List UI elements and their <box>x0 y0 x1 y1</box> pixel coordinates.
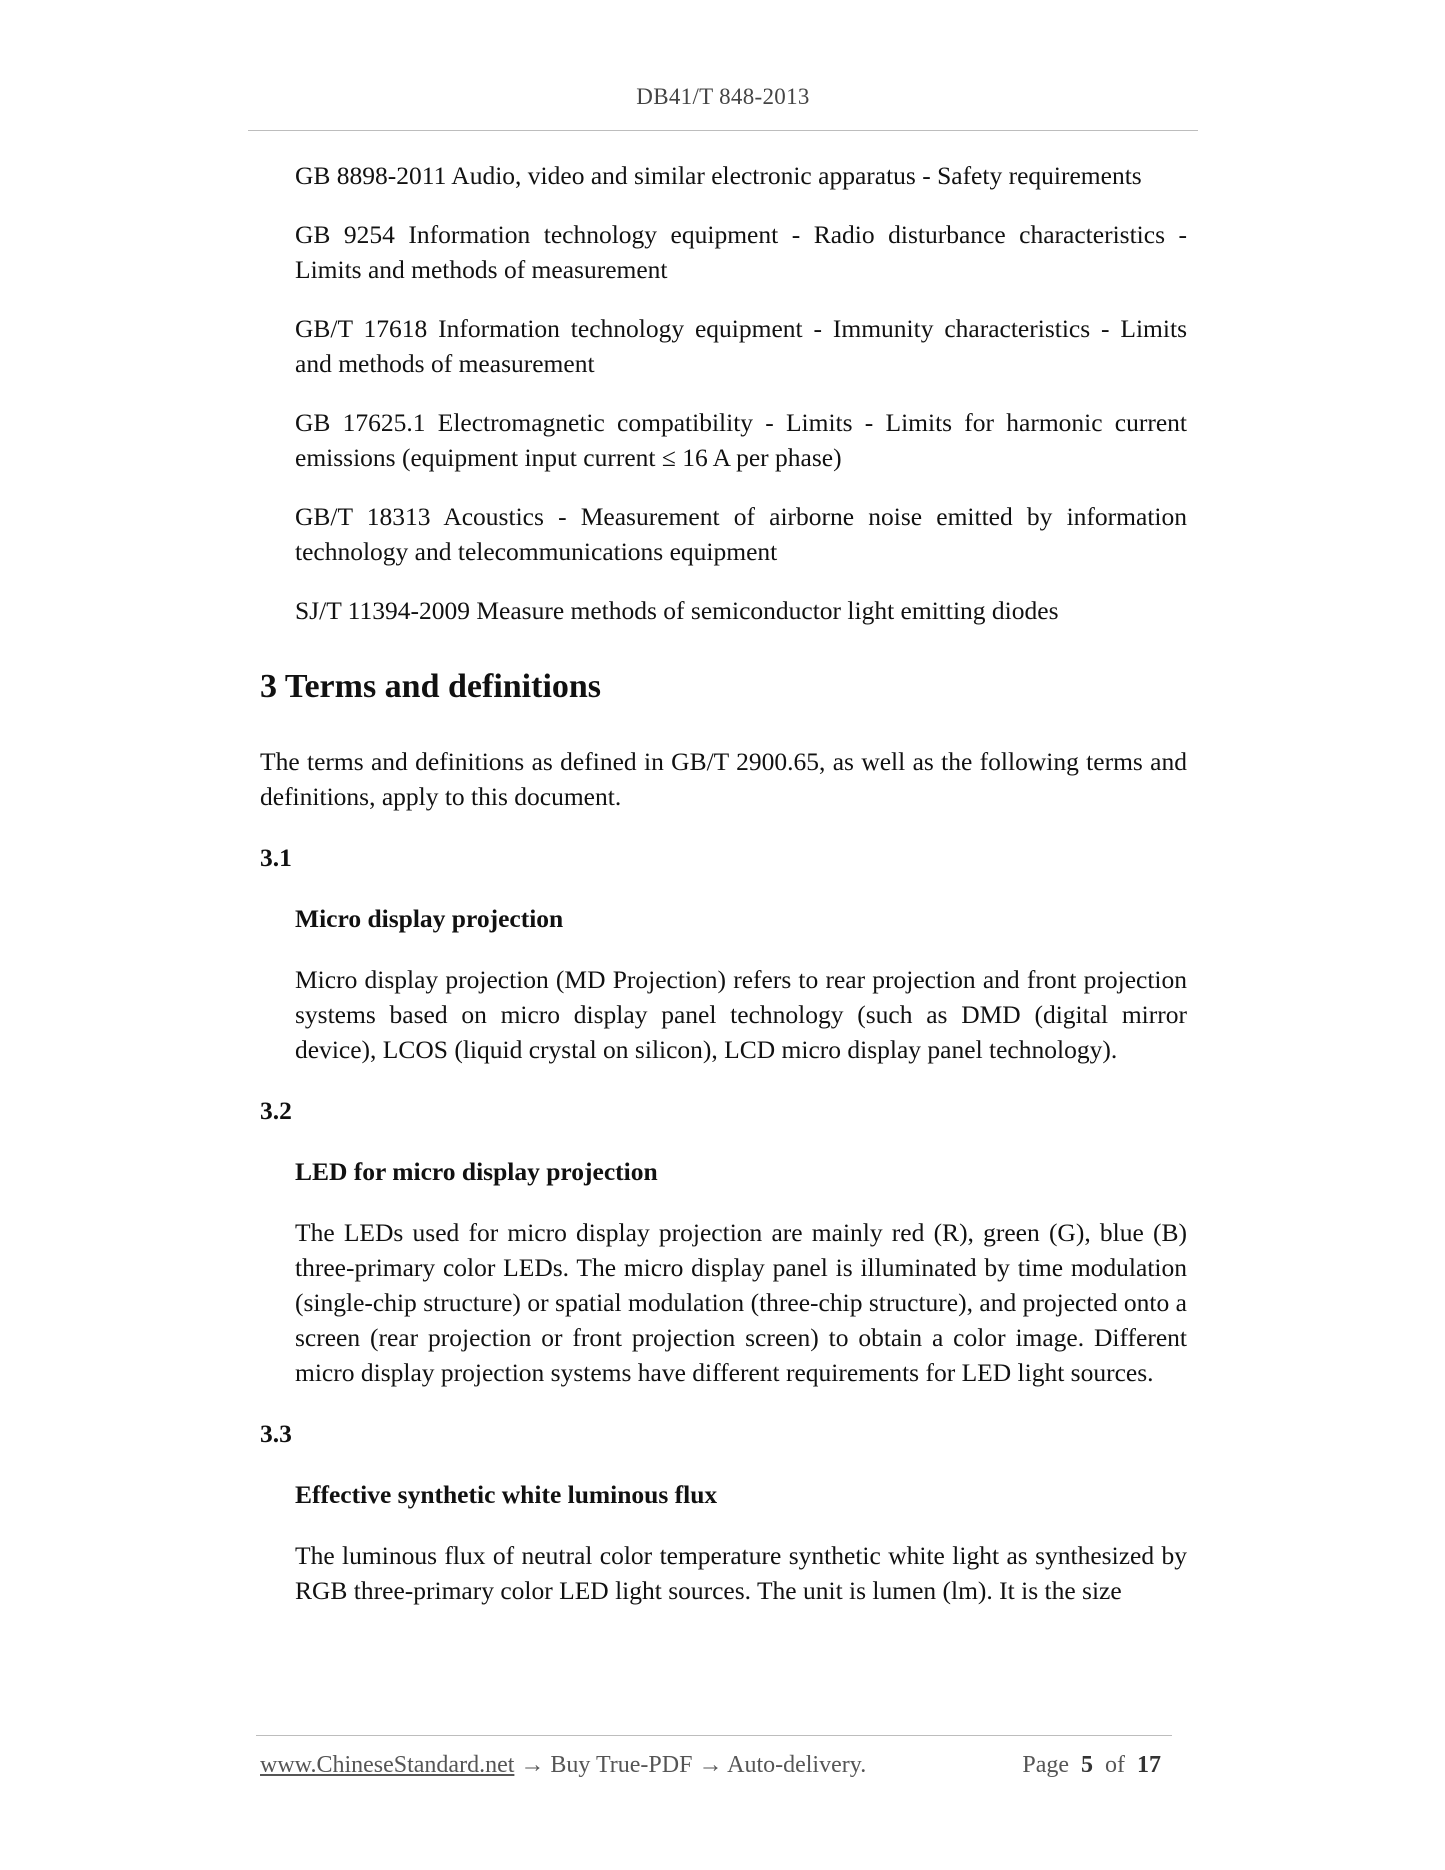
page-content <box>260 158 1187 1634</box>
page-indicator <box>1022 1752 1167 1779</box>
normative-reference: GB/T 17618 Information technology equipment - Immunity characteristics - Limits and methods of measurement <box>295 314 1187 378</box>
footer-tagline: → Buy True-PDF → Auto-delivery. <box>514 1752 867 1778</box>
normative-reference: GB 17625.1 Electromagnetic compatibility - Limits - Limits for harmonic current emissions (equipment input current ≤ 16 A per phase) <box>295 408 1187 472</box>
clause-number: 3.3 <box>260 1419 292 1448</box>
page-number: 5 <box>1081 1752 1093 1778</box>
clause-number: 3.2 <box>260 1096 292 1125</box>
term-definition: The LEDs used for micro display projection are mainly red (R), green (G), blue (B) three-primary color LEDs. The micro display panel is illuminated by time modulation (single-chip structure) or spatial modulation (three-chip structure), and projected onto a screen (rear projection or front projection screen) to obtain a color image. Different micro display projection systems have different requirements for LED light sources. <box>295 1218 1187 1387</box>
term-title: Effective synthetic white luminous flux <box>295 1480 718 1509</box>
normative-reference: GB/T 18313 Acoustics - Measurement of airborne noise emitted by information technology and telecommunications equipment <box>295 502 1187 566</box>
clause-number: 3.1 <box>260 843 292 872</box>
site-link[interactable]: www.ChineseStandard.net <box>260 1752 515 1778</box>
footer-promo <box>260 1752 866 1779</box>
header-divider <box>248 130 1198 131</box>
page-total: 17 <box>1137 1752 1161 1778</box>
section-intro: The terms and definitions as defined in GB/T 2900.65, as well as the following terms and definitions, apply to this document. <box>260 747 1187 811</box>
page-footer <box>260 1752 1167 1779</box>
of-label: of <box>1105 1752 1125 1778</box>
page-label: Page <box>1022 1752 1069 1778</box>
footer-divider <box>256 1735 1172 1736</box>
term-title: LED for micro display projection <box>295 1157 658 1186</box>
term-definition: The luminous flux of neutral color temperature synthetic white light as synthesized by RGB three-primary color LED light sources. The unit is lumen (lm). It is the size <box>295 1541 1187 1605</box>
normative-reference: SJ/T 11394-2009 Measure methods of semiconductor light emitting diodes <box>295 596 1059 625</box>
normative-reference: GB 8898-2011 Audio, video and similar electronic apparatus - Safety requirements <box>295 161 1142 190</box>
term-definition: Micro display projection (MD Projection) refers to rear projection and front projection systems based on micro display panel technology (such as DMD (digital mirror device), LCOS (liquid crystal on silicon), LCD micro display panel technology). <box>295 965 1187 1064</box>
normative-reference: GB 9254 Information technology equipment - Radio disturbance characteristics - Limits and methods of measurement <box>295 220 1187 284</box>
term-title: Micro display projection <box>295 904 564 933</box>
section-heading: 3 Terms and definitions <box>260 668 602 705</box>
document-header: DB41/T 848-2013 <box>636 84 810 109</box>
